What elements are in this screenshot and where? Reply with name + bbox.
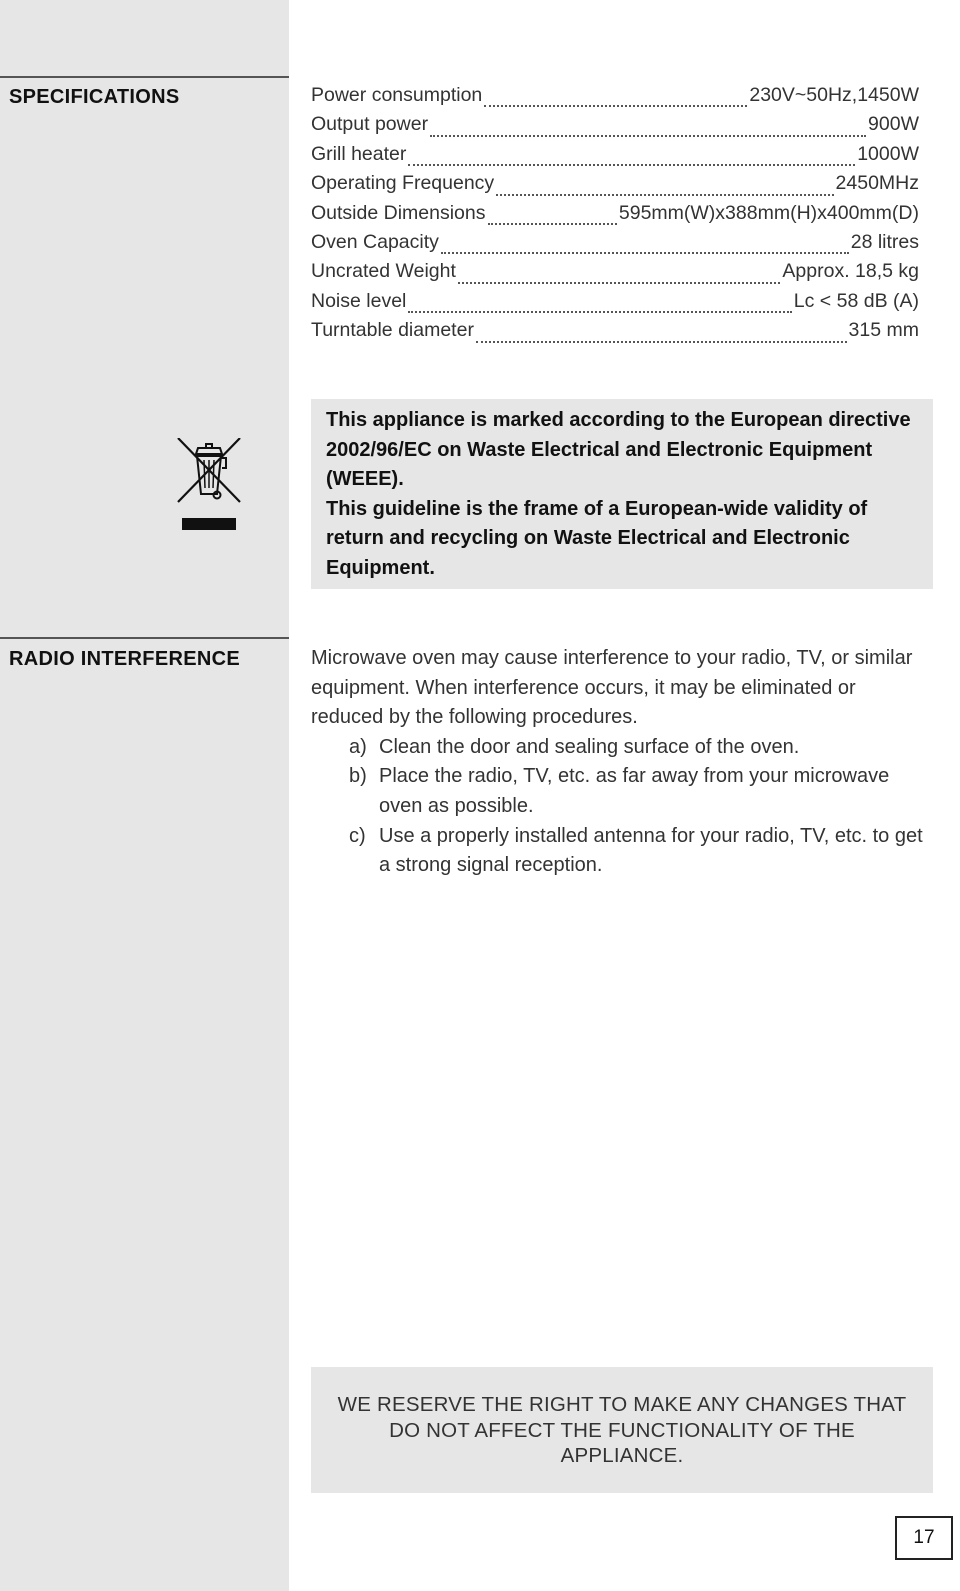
spec-row — [311, 260, 919, 289]
dot-leader — [484, 105, 747, 107]
list-marker: c) — [349, 824, 366, 847]
dot-leader — [476, 341, 847, 343]
spec-value: 595mm(W)x388mm(H)x400mm(D) — [618, 201, 919, 224]
spec-label: Grill heater — [311, 142, 407, 165]
list-item-text: Place the radio, TV, etc. as far away from your microwave oven as possible. — [379, 765, 890, 817]
spec-row — [311, 172, 919, 201]
list-item — [349, 762, 926, 821]
spec-row — [311, 202, 919, 231]
spec-value: 28 litres — [850, 230, 919, 253]
reservation-notice-text: WE RESERVE THE RIGHT TO MAKE ANY CHANGES THAT DO NOT AFFECT THE FUNCTIONALITY OF THE APPLIANCE. — [337, 1393, 907, 1468]
spec-row — [311, 84, 919, 113]
spec-label: Noise level — [311, 289, 407, 312]
spec-value: 2450MHz — [835, 172, 919, 195]
spec-label: Power consumption — [311, 84, 483, 106]
spec-row — [311, 319, 919, 348]
spec-row — [311, 231, 919, 260]
spec-value: 230V~50Hz,1450W — [749, 84, 919, 106]
spec-label: Turntable diameter — [311, 319, 474, 342]
list-item-text: Clean the door and sealing surface of the oven. — [379, 735, 800, 758]
radio-interference-intro: Microwave oven may cause interference to your radio, TV, or similar equipment. When interference occurs, it may be eliminated or reduced by the following procedures. — [311, 647, 913, 729]
weee-paragraph: This appliance is marked according to the European directive 2002/96/EC on Waste Electrical and Electronic Equipment (WEEE). — [326, 409, 911, 490]
spec-row — [311, 290, 919, 319]
spec-label: Outside Dimensions — [311, 201, 486, 224]
specifications-list — [311, 84, 919, 349]
dot-leader — [408, 311, 791, 313]
radio-interference-rule — [0, 637, 289, 639]
spec-row — [311, 113, 919, 142]
spec-label: Uncrated Weight — [311, 260, 456, 283]
dot-leader — [408, 164, 855, 166]
crossed-out-wheelie-bin-icon — [176, 438, 242, 534]
radio-interference-title: RADIO INTERFERENCE — [9, 648, 240, 670]
specifications-title: SPECIFICATIONS — [9, 86, 180, 108]
page-number: 17 — [895, 1516, 953, 1560]
list-marker: a) — [349, 735, 367, 758]
spec-value: 900W — [868, 113, 919, 136]
spec-label: Output power — [311, 113, 429, 136]
spec-value: Approx. 18,5 kg — [782, 260, 919, 283]
spec-label: Operating Frequency — [311, 172, 495, 195]
list-marker: b) — [349, 765, 367, 788]
dot-leader — [488, 223, 617, 225]
dot-leader — [441, 252, 849, 254]
dot-leader — [458, 282, 781, 284]
spec-value: 315 mm — [848, 319, 919, 342]
specifications-rule — [0, 76, 289, 78]
dot-leader — [496, 194, 833, 196]
procedure-list — [311, 733, 926, 881]
spec-value: 1000W — [857, 142, 919, 165]
spec-row — [311, 143, 919, 172]
spec-label: Oven Capacity — [311, 230, 439, 253]
spec-value: Lc < 58 dB (A) — [793, 289, 919, 312]
list-item-text: Use a properly installed antenna for your radio, TV, etc. to get a strong signal reception. — [379, 824, 923, 877]
weee-paragraph: This guideline is the frame of a European-wide validity of return and recycling on Waste Electrical and Electronic Equipment. — [326, 497, 868, 579]
dot-leader — [430, 135, 866, 137]
sidebar-background — [0, 0, 289, 1591]
list-item — [349, 822, 926, 881]
list-item — [349, 733, 926, 763]
weee-notice-text — [326, 406, 926, 583]
radio-interference-body — [311, 644, 926, 881]
